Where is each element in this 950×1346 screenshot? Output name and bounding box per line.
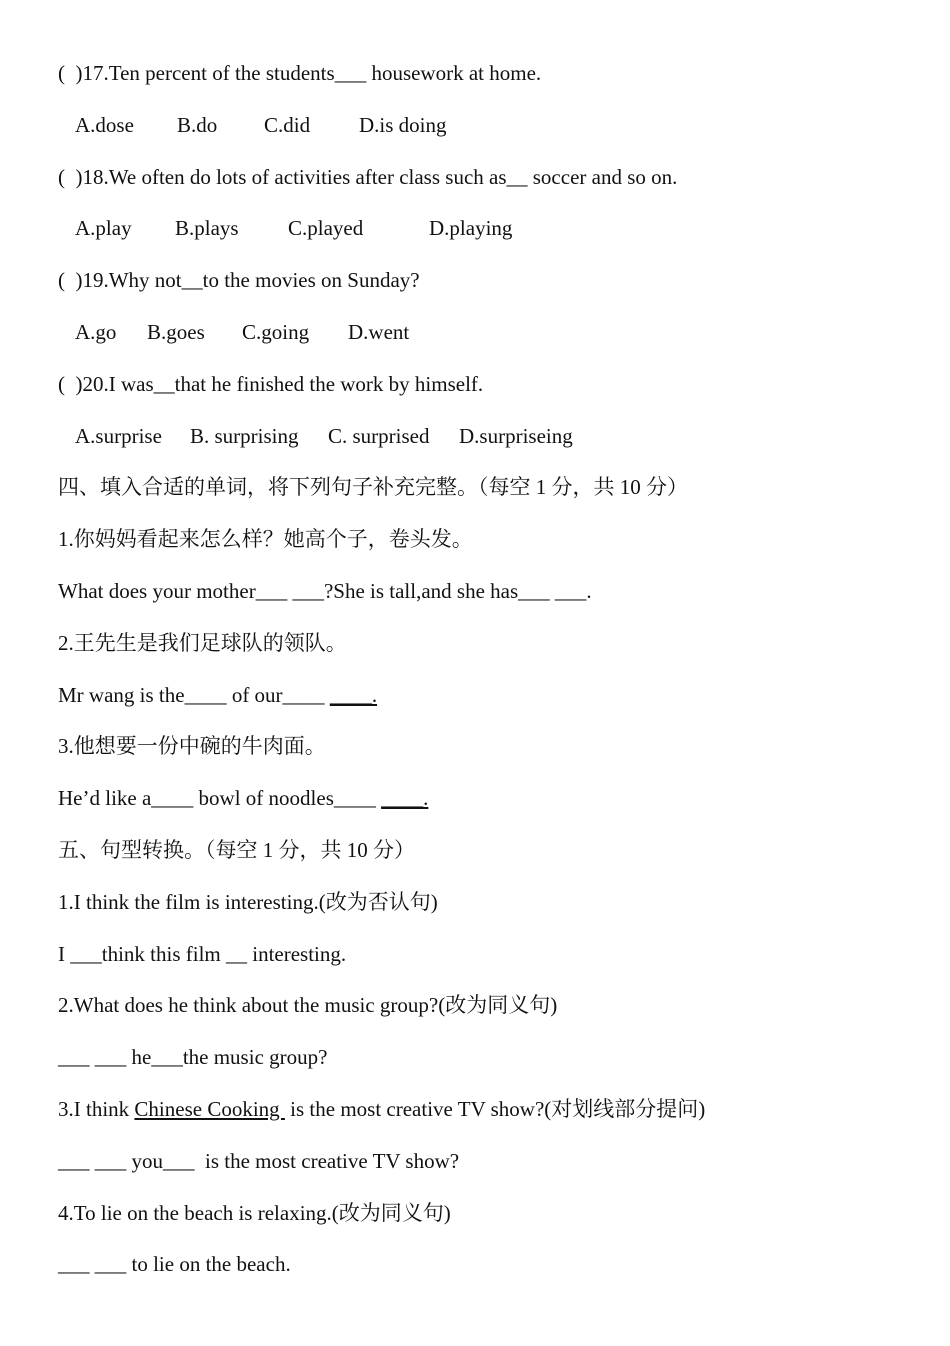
- section-5-item-1-prompt: 1.I think the film is interesting.(改为否认句): [58, 889, 438, 914]
- item-3-underlined-blank: ____.: [381, 786, 429, 811]
- section-5-item-2-answer: ___ ___ he___the music group?: [58, 1045, 328, 1070]
- question-20-options: [58, 416, 918, 468]
- question-19-stem: ( )19.Why not__to the movies on Sunday?: [58, 268, 420, 293]
- q20-option-d: D.surpriseing: [459, 423, 573, 448]
- section-5-item-4-answer: ___ ___ to lie on the beach.: [58, 1252, 291, 1277]
- question-17-options: [58, 105, 918, 157]
- q18-option-d: D.playing: [429, 216, 513, 241]
- q20-option-a: A.surprise: [75, 423, 162, 448]
- q19-option-a: A.go: [75, 319, 117, 344]
- q18-option-b: B.plays: [175, 216, 239, 241]
- section-4-item-3-english: [58, 778, 918, 830]
- question-18-stem: ( )18.We often do lots of activities after class such as__ soccer and so on.: [58, 164, 678, 189]
- section-5-item-3-prompt: [58, 1089, 918, 1141]
- item-3-english-text: He’d like a____ bowl of noodles____: [58, 786, 382, 811]
- section-5-item-2-prompt: 2.What does he think about the music group?(改为同义句): [58, 993, 558, 1018]
- item-3-underlined-phrase: Chinese Cooking: [134, 1096, 285, 1121]
- section-5-item-4-prompt: 4.To lie on the beach is relaxing.(改为同义句): [58, 1200, 451, 1225]
- section-4-item-3-chinese: 3.他想要一份中碗的牛肉面。: [58, 734, 326, 759]
- section-4-item-1-english: What does your mother___ ___?She is tall,and she has___ ___.: [58, 578, 592, 603]
- question-17-stem: ( )17.Ten percent of the students___ housework at home.: [58, 61, 542, 85]
- item-2-underlined-blank: ____.: [329, 682, 378, 707]
- q18-option-c: C.played: [288, 216, 364, 241]
- question-18-options: [58, 208, 918, 260]
- q20-option-c: C. surprised: [328, 423, 430, 448]
- q17-option-b: B.do: [177, 112, 218, 137]
- section-4-heading: 四、填入合适的单词，将下列句子补充完整。（每空 1 分，共 10 分）: [58, 475, 688, 500]
- q17-option-c: C.did: [264, 112, 311, 137]
- section-5-heading: 五、句型转换。（每空 1 分，共 10 分）: [58, 837, 415, 862]
- q18-option-a: A.play: [75, 216, 132, 241]
- q17-option-d: D.is doing: [359, 112, 447, 137]
- question-20-stem: ( )20.I was__that he finished the work by himself.: [58, 371, 484, 396]
- q17-option-a: A.dose: [75, 112, 134, 137]
- section-5-item-3-answer: ___ ___ you___ is the most creative TV show?: [58, 1148, 460, 1173]
- question-19-options: [58, 312, 918, 364]
- section-4-item-1-chinese: 1.你妈妈看起来怎么样？她高个子，卷头发。: [58, 527, 473, 552]
- exam-page: [58, 53, 918, 1296]
- section-5-item-1-answer: I ___think this film __ interesting.: [58, 941, 347, 966]
- item-2-english-text: Mr wang is the____ of our____: [58, 682, 330, 707]
- item-3-prompt-start: 3.I think: [58, 1096, 135, 1121]
- item-3-prompt-end: is the most creative TV show?(对划线部分提问): [284, 1096, 706, 1121]
- q19-option-b: B.goes: [147, 319, 205, 344]
- section-4-item-2-english: [58, 675, 918, 727]
- q20-option-b: B. surprising: [190, 423, 299, 448]
- q19-option-c: C.going: [242, 319, 310, 344]
- section-4-item-2-chinese: 2.王先生是我们足球队的领队。: [58, 630, 347, 655]
- q19-option-d: D.went: [348, 319, 410, 344]
